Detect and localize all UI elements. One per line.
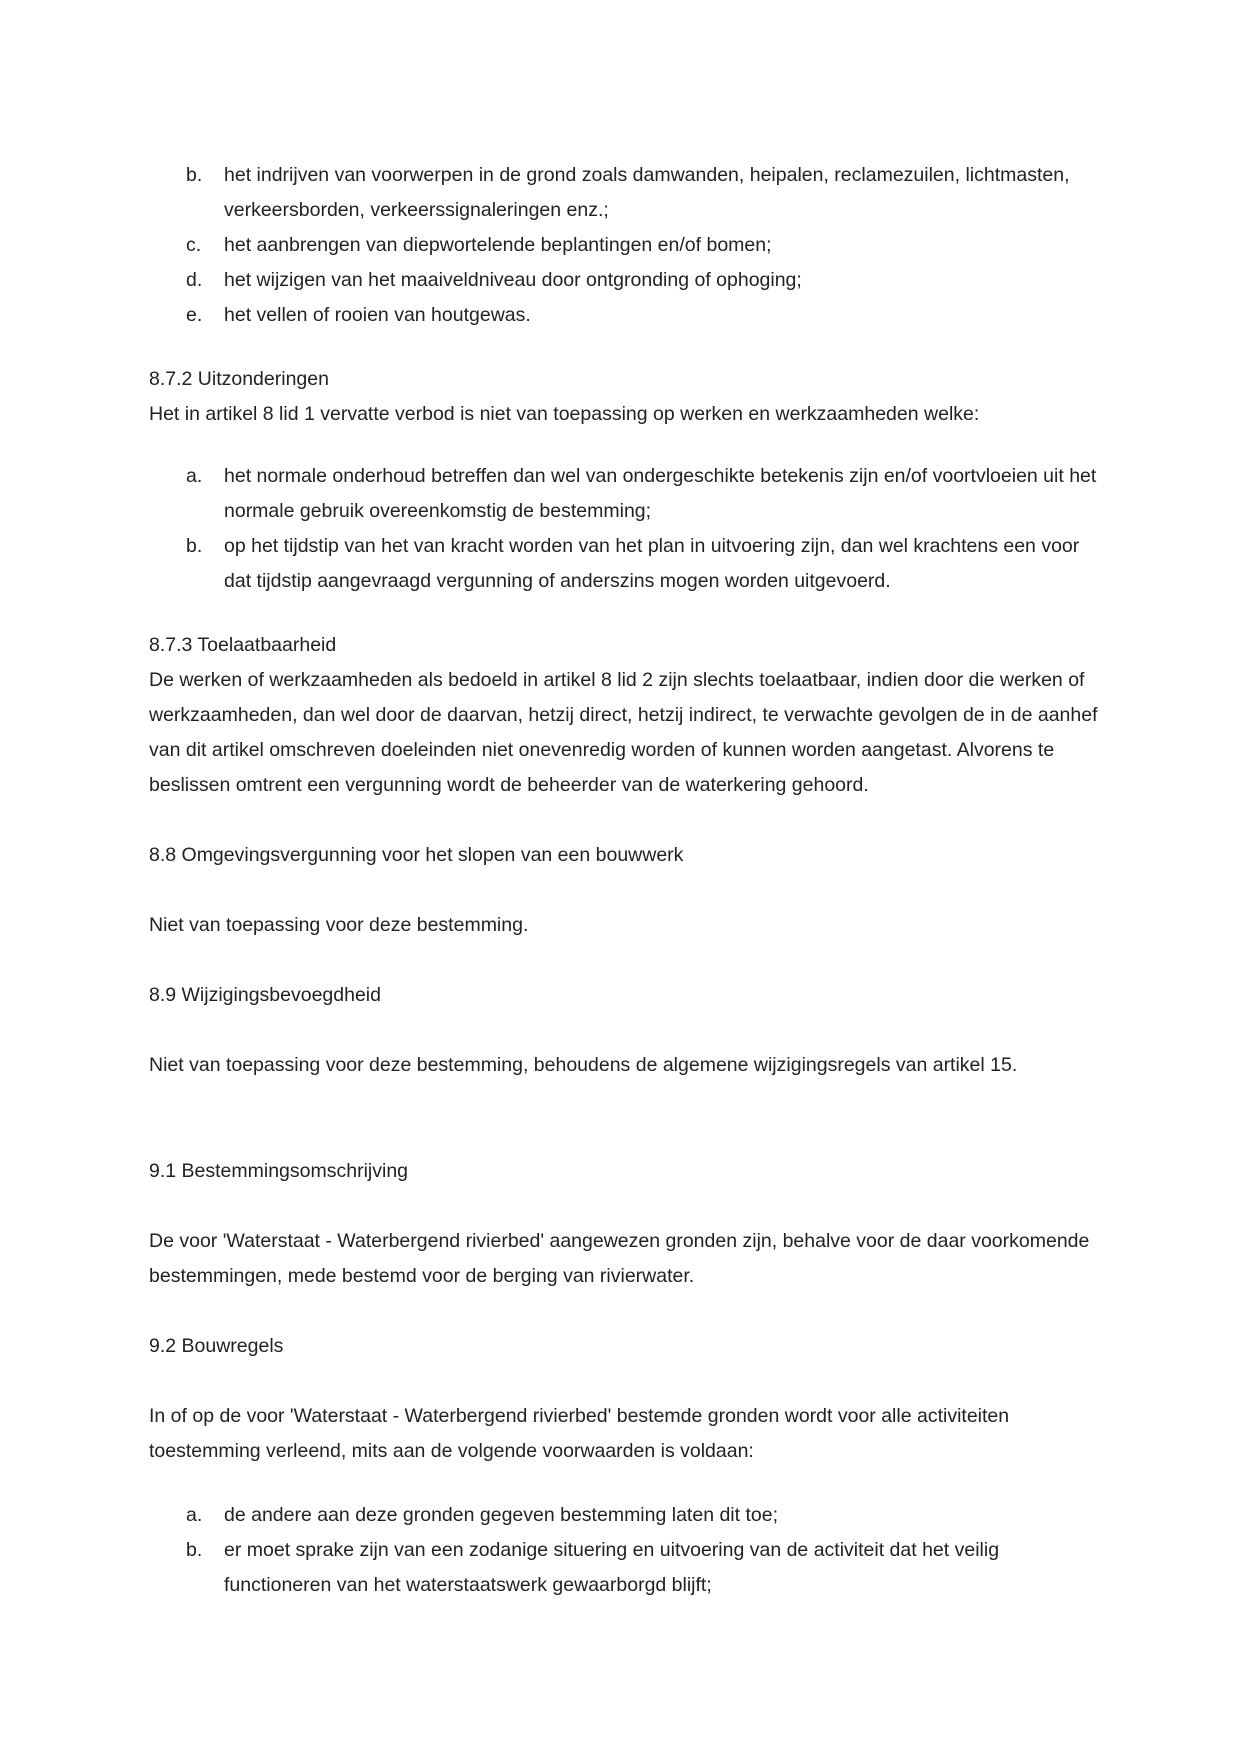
list-item-text: het wijzigen van het maaiveldniveau door ontgronding of ophoging; [224,269,802,291]
list-9-2 [149,1498,1099,1603]
list-item [149,298,1099,333]
list-item-text: de andere aan deze gronden gegeven bestemming laten dit toe; [224,1504,778,1526]
list-item [149,1533,1099,1603]
section-heading-8-9: 8.9 Wijzigingsbevoegdheid [149,984,381,1006]
list-marker: d. [186,269,203,291]
section-heading-9-2: 9.2 Bouwregels [149,1335,284,1357]
list-marker: e. [186,304,203,326]
section-text-8-7-3: De werken of werkzaamheden als bedoeld in artikel 8 lid 2 zijn slechts toelaatbaar, indien door die werken of werkzaamheden, dan wel door de daarvan, hetzij direct, hetzij indirect, te verwachte gevolgen de in de aanhef van dit artikel omschreven doeleinden niet onevenredig worden of kunnen worden aangetast. Alvorens te beslissen omtrent een vergunning wordt de beheerder van de waterkering gehoord. [149,669,1098,796]
section-text-9-1: De voor 'Waterstaat - Waterbergend rivierbed' aangewezen gronden zijn, behalve voor de daar voorkomende bestemmingen, mede bestemd voor de berging van rivierwater. [149,1230,1090,1287]
list-8-7-2 [149,459,1099,599]
list-item [149,228,1099,263]
section-intro-8-7-2: Het in artikel 8 lid 1 vervatte verbod is niet van toepassing op werken en werkzaamheden welke: [149,403,980,425]
list-item [149,1498,1099,1533]
list-marker: a. [186,1504,203,1526]
list-marker: c. [186,234,202,256]
list-item [149,529,1099,599]
section-heading-8-7-2: 8.7.2 Uitzonderingen [149,368,329,390]
list-marker: b. [186,164,203,186]
list-item-text: het indrijven van voorwerpen in de grond zoals damwanden, heipalen, reclamezuilen, lichtmasten, verkeersborden, verkeerssignaleringen enz.; [224,164,1070,221]
list-item-text: het normale onderhoud betreffen dan wel van ondergeschikte betekenis zijn en/of voortvloeien uit het normale gebruik overeenkomstig de bestemming; [224,465,1097,522]
section-heading-8-8: 8.8 Omgevingsvergunning voor het slopen van een bouwwerk [149,844,684,866]
list-item-text: het vellen of rooien van houtgewas. [224,304,531,326]
list-marker: b. [186,1539,203,1561]
list-item [149,263,1099,298]
list-item-text: het aanbrengen van diepwortelende beplantingen en/of bomen; [224,234,772,256]
section-heading-9-1: 9.1 Bestemmingsomschrijving [149,1160,409,1182]
list-marker: b. [186,535,203,557]
section-heading-8-7-3: 8.7.3 Toelaatbaarheid [149,634,337,656]
list-item [149,459,1099,529]
list-item-text: er moet sprake zijn van een zodanige situering en uitvoering van de activiteit dat het veilig functioneren van het waterstaatswerk gewaarborgd blijft; [224,1539,1000,1596]
section-text-8-9: Niet van toepassing voor deze bestemming, behoudens de algemene wijzigingsregels van artikel 15. [149,1054,1018,1076]
list-8-7-1 [149,158,1099,333]
document-page [149,158,1099,1603]
section-text-9-2: In of op de voor 'Waterstaat - Waterbergend rivierbed' bestemde gronden wordt voor alle activiteiten toestemming verleend, mits aan de volgende voorwaarden is voldaan: [149,1405,1010,1462]
list-marker: a. [186,465,203,487]
section-text-8-8: Niet van toepassing voor deze bestemming. [149,914,529,936]
list-item-text: op het tijdstip van het van kracht worden van het plan in uitvoering zijn, dan wel krachtens een voor dat tijdstip aangevraagd vergunning of anderszins mogen worden uitgevoerd. [224,535,1080,592]
list-item [149,158,1099,228]
